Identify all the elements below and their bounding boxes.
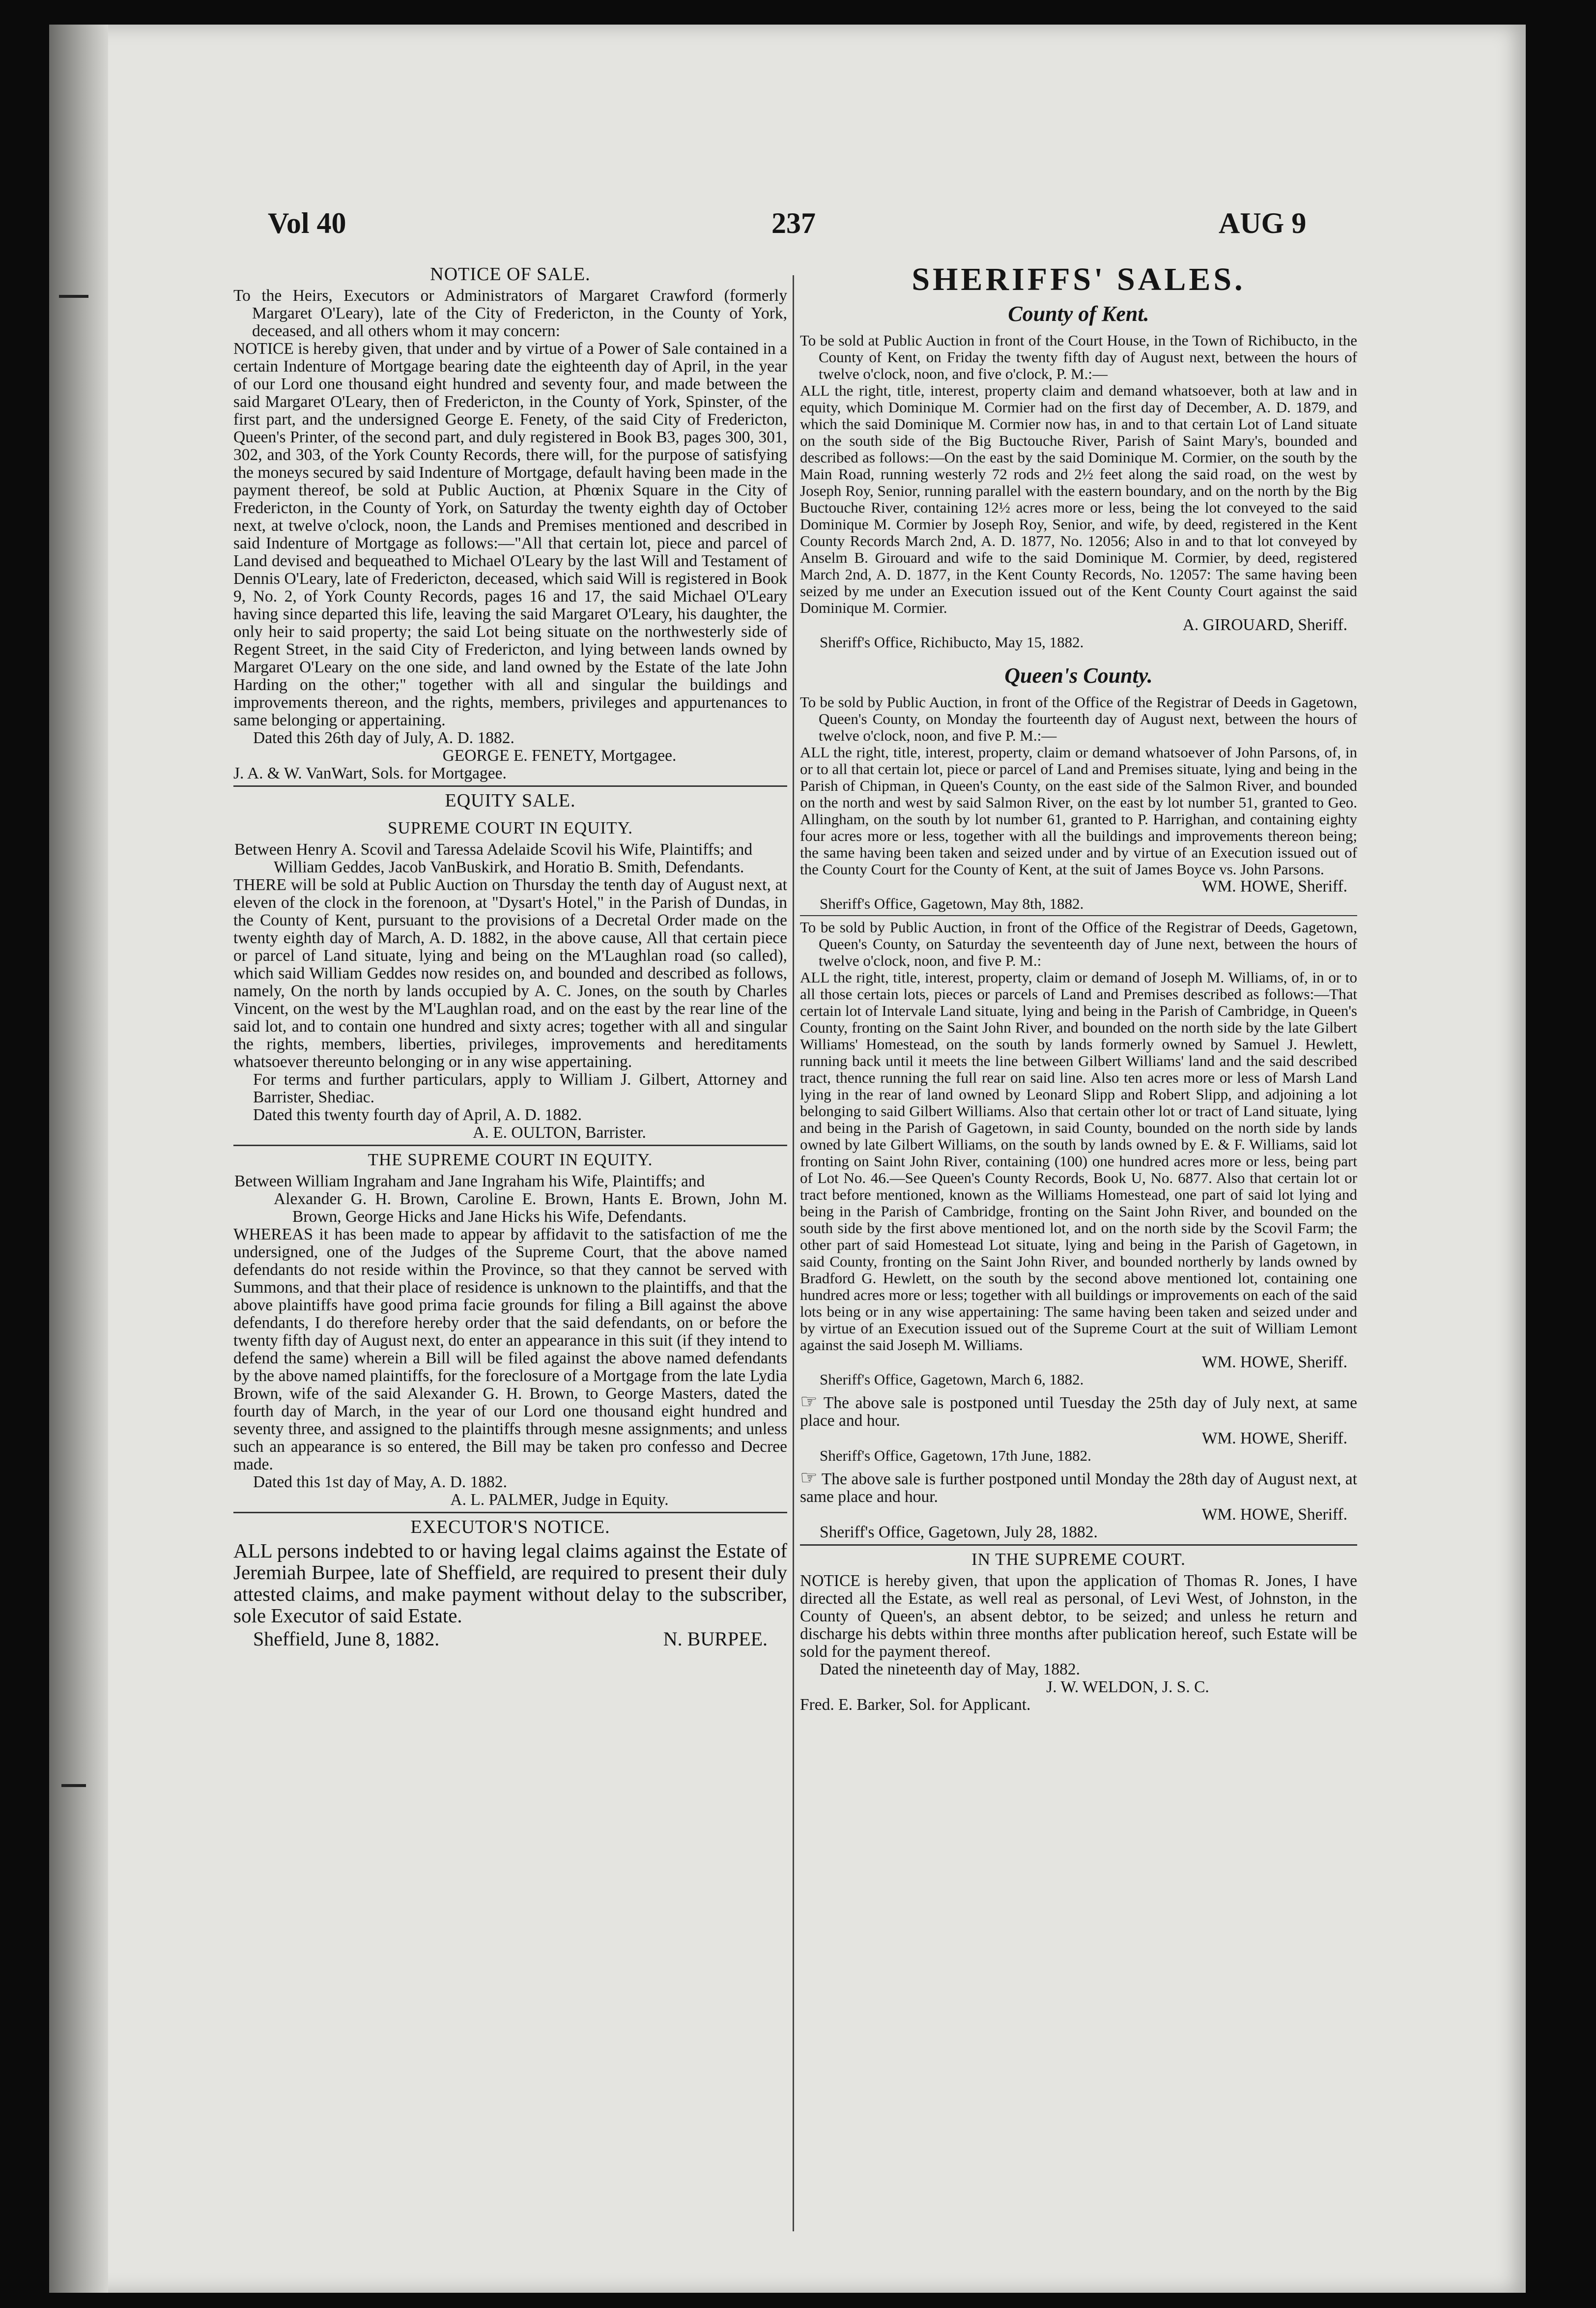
page-header [216, 206, 1346, 246]
postpone1-text: The above sale is postponed until Tuesday the 25th day of July next, at same place and hour. [800, 1394, 1357, 1430]
section-divider [233, 785, 787, 787]
postpone1-signer: WM. HOWE, Sheriff. [1201, 1429, 1347, 1447]
issue-date: AUG 9 [1219, 207, 1307, 239]
supreme-court-equity-defendants: Alexander G. H. Brown, Caroline E. Brown, Hants E. Brown, John M. Brown, George Hicks and Jane Hicks his Wife, Defendants. [274, 1190, 787, 1226]
executors-notice-title: EXECUTOR'S NOTICE. [410, 1517, 610, 1537]
supreme-court-equity [233, 1149, 787, 1509]
supreme-court-equity-signer: A. L. PALMER, Judge in Equity. [450, 1491, 669, 1509]
pointing-hand-icon: ☞ [800, 1390, 818, 1413]
section-divider [800, 1544, 1357, 1546]
equity-sale [233, 790, 787, 1142]
equity-sale-terms: For terms and further particulars, apply to William J. Gilbert, Attorney and Barrister, Shediac. [253, 1070, 787, 1106]
in-supreme-court-title: IN THE SUPREME COURT. [971, 1550, 1186, 1569]
section-divider [800, 915, 1357, 916]
notice-of-sale-signer: GEORGE E. FENETY, Mortgagee. [442, 747, 677, 765]
executors-notice-body: ALL persons indebted to or having legal claims against the Estate of Jeremiah Burpee, late of Sheffield, are required to present their duly attested claims, and make payment without delay to the subscriber, sole Executor of said Estate. [233, 1539, 787, 1627]
kent-county-heading: County of Kent. [1008, 302, 1149, 326]
section-divider [233, 1145, 787, 1146]
volume-label: Vol 40 [268, 207, 346, 239]
queens-sale2-office: Sheriff's Office, Gagetown, March 6, 1882. [820, 1371, 1084, 1388]
queens-sale2-intro: To be sold by Public Auction, in front of the Office of the Registrar of Deeds, Gagetown, Queen's County, on Saturday the seventeenth day of June next, between the hours of twelve o'clock, noon, and five P. M.: [800, 919, 1357, 969]
equity-sale-title: EQUITY SALE. [445, 790, 576, 811]
executors-notice-signer: N. BURPEE. [663, 1628, 768, 1650]
notice-of-sale-body: NOTICE is hereby given, that under and by virtue of a Power of Sale contained in a certain Indenture of Mortgage bearing date the eighteenth day of April, in the year of our Lord one thousand eight hundred and seventy four, and made between the said Margaret O'Leary, then of Fredericton, in the County of York, Spinster, of the first part, and the undersigned George E. Fenety, of the said City of Fredericton, Queen's Printer, of the second part, and duly registered in Book B3, pages 300, 301, 302, and 303, of the York County Records, there will, for the purpose of satisfying the moneys secured by said Indenture of Mortgage, default having been made in the payment thereof, be sold at Public Auction, at Phœnix Square in the City of Fredericton, in the County of York, on Saturday the twenty eighth day of October next, at twelve o'clock, noon, the Lands and Premises mentioned and described in said Indenture of Mortgage as follows:—"All that certain lot, piece and parcel of Land devised and bequeathed to Michael O'Leary by the last Will and Testament of Dennis O'Leary, late of Fredericton, deceased, which said Will is registered in Book 9, No. 2, of York County Records, pages 16 and 17, the said Michael O'Leary having since departed this life, leaving the said Margaret O'Leary, his daughter, the only heir to said property; the said Lot being situate on the northwesterly side of Regent Street, in the said City of Fredericton, and lying between lands owned by Margaret O'Leary on the one side, and land owned by the Estate of the late John Harding on the other;" together with all and singular the buildings and improvements thereon, and the rights, members, privileges and appurtenances to same belonging or appertaining. [233, 340, 787, 729]
postpone2-signer: WM. HOWE, Sheriff. [1201, 1505, 1347, 1524]
supreme-court-equity-body: WHEREAS it has been made to appear by affidavit to the satisfaction of me the undersigned, one of the Judges of the Supreme Court, that the above named defendants do not reside within the Province, so that they cannot be served with Summons, and that their place of residence is unknown to the plaintiffs, and that the above plaintiffs have good prima facie grounds for filing a Bill against the above defendants, I do therefore hereby order that the said defendants, on or before the twenty fifth day of August next, do enter an appearance in this suit (if they intend to defend the same) wherein a Bill will be filed against the above named defendants by the above named plaintiffs, for the foreclosure of a Mortgage from the late Lydia Brown, wife of the said Alexander G. H. Brown, to George Masters, dated the fourth day of March, in the year of our Lord one thousand eight hundred and seventy three, and assigned to the plaintiffs through mesne assignments; and unless such an appearance is so entered, the Bill may be taken pro confesso and Decree made. [233, 1225, 787, 1473]
right-column [800, 260, 1357, 1714]
postpone2-notice [800, 1469, 1357, 1506]
margin-mark [61, 1784, 86, 1787]
notice-of-sale-address: To the Heirs, Executors or Administrators of Margaret Crawford (formerly Margaret O'Leary), late of the City of Fredericton, in the County of York, deceased, and all others whom it may concern: [233, 287, 787, 340]
supreme-court-equity-dated: Dated this 1st day of May, A. D. 1882. [253, 1473, 508, 1491]
equity-sale-signer: A. E. OULTON, Barrister. [473, 1124, 646, 1142]
in-supreme-court-dated: Dated the nineteenth day of May, 1882. [820, 1660, 1080, 1678]
postpone2-office: Sheriff's Office, Gagetown, July 28, 1882. [820, 1523, 1098, 1541]
margin-mark [59, 295, 88, 298]
queens-sale1-intro: To be sold by Public Auction, in front of the Office of the Registrar of Deeds in Gagetown, Queen's County, on Monday the fourteenth day of August next, between the hours of twelve o'clock, noon, and five P. M.:— [800, 693, 1357, 744]
in-supreme-court-body: NOTICE is hereby given, that upon the application of Thomas R. Jones, I have directed all the Estate, as well real as personal, of Levi West, of Johnston, in the County of Queen's, an absent debtor, to be seized; and unless he return and discharge his debts within three months after publication hereof, such Estate will be sold for the payment thereof. [800, 1572, 1357, 1661]
sheriffs-sales [800, 261, 1357, 1541]
page-number: 237 [771, 207, 816, 239]
kent-sale-intro: To be sold at Public Auction in front of the Court House, in the Town of Richibucto, in the County of Kent, on Friday the twenty fifth day of August next, between the hours of twelve o'clock, noon, and five o'clock, P. M.:— [800, 332, 1357, 382]
executors-notice-place-date: Sheffield, June 8, 1882. [253, 1628, 440, 1650]
book-spine-shadow [49, 25, 108, 2293]
left-column [233, 260, 787, 1648]
equity-sale-court: SUPREME COURT IN EQUITY. [388, 818, 633, 837]
in-supreme-court [800, 1549, 1357, 1714]
queens-sale1-office: Sheriff's Office, Gagetown, May 8th, 1882. [820, 895, 1084, 912]
kent-sale-signer: A. GIROUARD, Sheriff. [1182, 616, 1347, 634]
notice-of-sale-solicitors: J. A. & W. VanWart, Sols. for Mortgagee. [233, 764, 507, 782]
queens-sale2-signer: WM. HOWE, Sheriff. [1201, 1353, 1347, 1371]
notice-of-sale-dated: Dated this 26th day of July, A. D. 1882. [253, 729, 514, 747]
executors-notice [233, 1516, 787, 1648]
in-supreme-court-signer: J. W. WELDON, J. S. C. [1046, 1678, 1209, 1696]
queens-county-heading: Queen's County. [1004, 664, 1153, 688]
supreme-court-equity-title: THE SUPREME COURT IN EQUITY. [368, 1150, 653, 1169]
equity-sale-dated: Dated this twenty fourth day of April, A. D. 1882. [253, 1106, 582, 1124]
pointing-hand-icon: ☞ [800, 1467, 818, 1489]
supreme-court-equity-plaintiffs: Between William Ingraham and Jane Ingraham his Wife, Plaintiffs; and [234, 1172, 705, 1190]
notice-of-sale [233, 263, 787, 782]
notice-of-sale-title: NOTICE OF SALE. [430, 264, 591, 285]
equity-sale-defendants: William Geddes, Jacob VanBuskirk, and Horatio B. Smith, Defendants. [274, 858, 744, 876]
postpone1-office: Sheriff's Office, Gagetown, 17th June, 1882. [820, 1447, 1091, 1464]
queens-sale1-body: ALL the right, title, interest, property, claim or demand whatsoever of John Parsons, of, in or to all that certain lot, piece or parcel of Land and Premises situate, lying and being in the Parish of Chipman, in Queen's County, on the east side of the Salmon River, and bounded on the north and west by said Salmon River, on the east by lot number 51, granted to Geo. Allingham, on the south by lot number 61, granted to P. Harrighan, and containing eighty four acres more or less, together with all the buildings and improvements thereon being; the same having been taken and seized under and by virtue of an Execution issued out of the County Court for the County of Kent, at the suit of James Boyce vs. John Parsons. [800, 744, 1357, 878]
column-divider [793, 275, 794, 2231]
kent-sale-body: ALL the right, title, interest, property claim and demand whatsoever, both at law and in equity, which Dominique M. Cormier had on the first day of December, A. D. 1879, and which the said Dominique M. Cormier now has, in and to that certain Lot of Land situate on the south side of the Big Buctouche River, Parish of Saint Mary's, bounded and described as follows:—On the east by the said Dominique M. Cormier, on the south by the Main Road, running westerly 72 rods and 2½ feet along the said road, on the west by Joseph Roy, Senior, running parallel with the eastern boundary, and on the north by the Big Buctouche River, containing 12½ acres more or less, being the lot conveyed to the said Dominique M. Cormier by Joseph Roy, Senior, and wife, by deed, registered in the Kent County Records March 2nd, A. D. 1877, No. 12056; Also in and to that lot conveyed by Anselm B. Girouard and wife to the said Dominique M. Cormier, by deed, registered March 2nd, A. D. 1877, in the Kent County Records, No. 12057: The same having been seized by me under an Execution issued out of the Kent County Court against the said Dominique M. Cormier. [800, 382, 1357, 616]
postpone2-text: The above sale is further postponed until Monday the 28th day of August next, at same place and hour. [800, 1470, 1357, 1506]
postpone1-notice [800, 1390, 1357, 1430]
sheriffs-sales-title: SHERIFFS' SALES. [912, 261, 1246, 297]
queens-sale2-body: ALL the right, title, interest, property, claim or demand of Joseph M. Williams, of, in or to all those certain lots, pieces or parcels of Land and Premises described as follows:—That certain lot of Intervale Land situate, lying and being in the Parish of Cambridge, in Queen's County, fronting on the Saint John River, and bounded on the north side by the late Gilbert Williams' Homestead, on the south by lands formerly owned by Samuel J. Hewlett, running back until it meets the line between Gilbert Williams' land and the said described tract, thence running the full rear on said line. Also ten acres more or less of Marsh Land lying in the rear of land owned by Leonard Slipp and Robert Slipp, and adjoining a lot belonging to said Gilbert Williams. Also that certain other lot or tract of Land situate, lying and being in the Parish of Gagetown, in said County, bounded on the north side by lands owned by late Gilbert Williams, on the south by lands owned by E. & F. Williams, said lot fronting on Saint John River, containing (100) one hundred acres more or less, being part of Lot No. 46.—See Queen's County Records, Book U, No. 6877. Also that certain lot or tract before mentioned, known as the Williams Homestead, one part of said lot lying and being in the Parish of Cambridge, fronting on the Saint John River, and bounded on the south side by the first above mentioned lot, and on the north side by the Scovil Farm; the other part of said Homestead Lot situate, lying and being in the Parish of Gagetown, in said County, fronting on the Saint John River, and bounded northerly by lands owned by Bradford G. Hewlett, on the south by the second above mentioned lot, containing one hundred acres more or less; together with all buildings or improvements on each of the said lots being or in any wise appertaining: The same having been taken and seized under and by virtue of an Execution issued out of the Supreme Court at the suit of William Lemont against the said Joseph M. Williams. [800, 969, 1357, 1354]
queens-sale1-signer: WM. HOWE, Sheriff. [1201, 877, 1347, 895]
section-divider [233, 1512, 787, 1513]
in-supreme-court-solicitor: Fred. E. Barker, Sol. for Applicant. [800, 1696, 1031, 1714]
equity-sale-plaintiffs: Between Henry A. Scovil and Taressa Adelaide Scovil his Wife, Plaintiffs; and [234, 840, 753, 859]
equity-sale-body: THERE will be sold at Public Auction on Thursday the tenth day of August next, at eleven of the clock in the forenoon, at "Dysart's Hotel," in the Parish of Dundas, in the County of Kent, pursuant to the provisions of a Decretal Order made on the twenty eighth day of March, A. D. 1882, in the above cause, All that certain piece or parcel of Land situate, lying and being on the M'Laughlan road (so called), which said William Geddes now resides on, and bounded and described as follows, namely, On the north by lands occupied by A. C. Jones, on the south by Charles Vincent, on the west by the M'Laughlan road, and on the east by the rear line of the said lot, and to contain one hundred and sixty acres; together with all and singular the rights, members, liberties, privileges, improvements and hereditaments whatsoever thereunto belonging or in any wise appertaining. [233, 876, 787, 1071]
executors-notice-signature-line [233, 1630, 787, 1648]
kent-sale-office: Sheriff's Office, Richibucto, May 15, 1882. [820, 634, 1084, 651]
